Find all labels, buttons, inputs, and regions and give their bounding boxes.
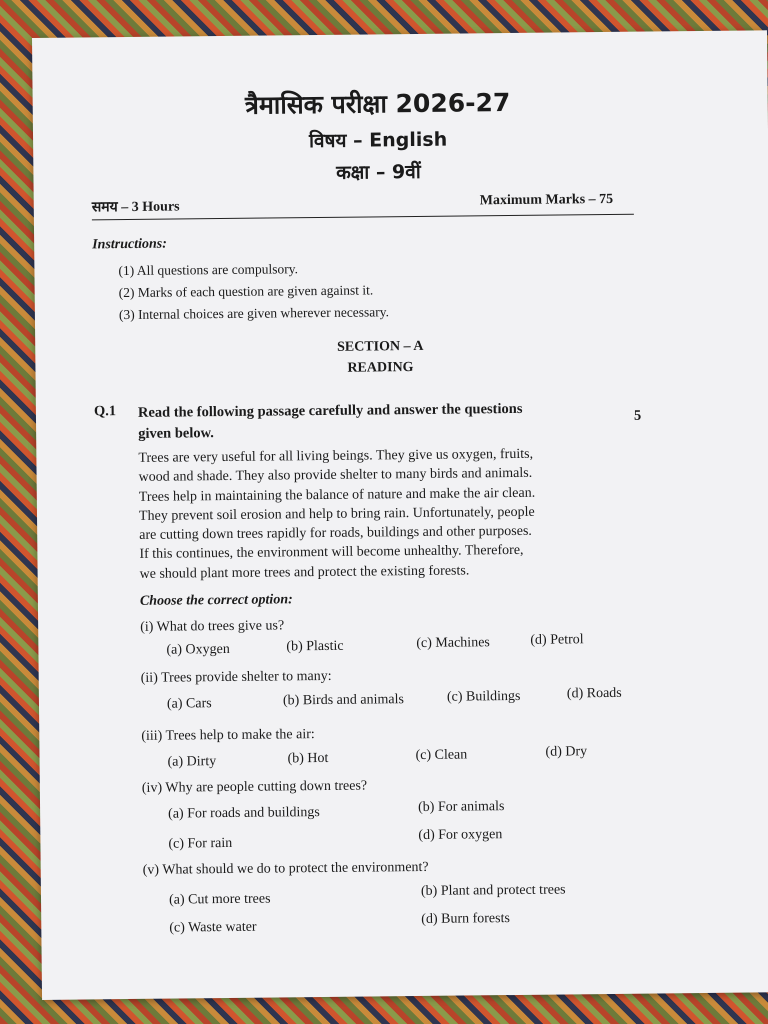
mcq-option: (b) Birds and animals [282, 692, 404, 709]
mcq-option: (a) Cut more trees [168, 891, 271, 908]
mcq-option: (a) For roads and buildings [168, 805, 320, 822]
question-prompt-line: Read the following passage carefully and answer the questions [137, 400, 523, 421]
mcq-option: (a) Oxygen [166, 641, 230, 658]
mcq-question: (v) What should we do to protect the environment? [142, 859, 429, 878]
reading-passage [138, 444, 599, 584]
mcq-option: (c) Machines [416, 635, 490, 652]
max-marks-label: Maximum Marks – 75 [479, 191, 614, 209]
instruction-item: (1) All questions are compulsory. [118, 261, 298, 279]
mcq-option: (a) Cars [166, 696, 212, 712]
passage-line: are cutting down trees rapidly for roads, buildings and other purposes. [139, 523, 532, 544]
question-prompt [138, 398, 588, 445]
mcq-option: (c) Buildings [446, 688, 521, 705]
mcq-option: (c) For rain [168, 835, 233, 852]
exam-title: त्रैमासिक परीक्षा 2026-27 [244, 87, 511, 120]
passage-line: If this continues, the environment will become unhealthy. Therefore, [139, 543, 524, 563]
mcq-question: (i) What do trees give us? [140, 618, 285, 635]
choose-heading: Choose the correct option: [139, 592, 293, 609]
question-prompt-line: given below. [138, 425, 214, 442]
mcq-option: (c) Waste water [169, 919, 257, 936]
mcq-option: (d) Roads [566, 685, 622, 702]
mcq-option: (c) Clean [415, 747, 468, 764]
mcq-option: (d) Petrol [530, 632, 584, 648]
mcq-option: (b) Plant and protect trees [420, 882, 566, 899]
subject-line: विषय – English [308, 128, 448, 153]
section-subtitle: READING [347, 360, 414, 376]
mcq-option: (b) Plastic [286, 638, 344, 655]
mcq-question: (ii) Trees provide shelter to many: [140, 668, 332, 686]
section-title: SECTION – A [336, 338, 424, 355]
time-label: समय – 3 Hours [91, 199, 180, 216]
mcq-option: (b) For animals [418, 799, 505, 815]
mcq-option: (a) Dirty [167, 754, 217, 770]
mcq-question: (iv) Why are people cutting down trees? [141, 778, 368, 796]
passage-line: Trees are very useful for all living beings. They give us oxygen, fruits, [138, 446, 534, 466]
mcq-option: (d) Dry [545, 744, 588, 760]
instructions-heading: Instructions: [92, 236, 167, 253]
mcq-question: (iii) Trees help to make the air: [141, 727, 315, 744]
instruction-item: (2) Marks of each question are given against it. [118, 282, 374, 301]
passage-line: wood and shade. They also provide shelter to many birds and animals. [138, 466, 533, 486]
class-line: कक्षा – 9वीं [336, 160, 421, 184]
passage-line: we should plant more trees and protect the existing forests. [139, 563, 470, 582]
passage-line: They prevent soil erosion and help to bring rain. Unfortunately, people [138, 504, 535, 524]
passage-line: Trees help in maintaining the balance of nature and make the air clean. [138, 485, 536, 505]
instruction-item: (3) Internal choices are given wherever necessary. [118, 304, 390, 323]
mcq-option: (b) Hot [287, 750, 329, 767]
mcq-option: (d) For oxygen [418, 827, 503, 843]
exam-paper [32, 30, 768, 1000]
mcq-option: (d) Burn forests [421, 911, 510, 927]
question-marks: 5 [633, 407, 642, 424]
question-number: Q.1 [93, 403, 117, 420]
